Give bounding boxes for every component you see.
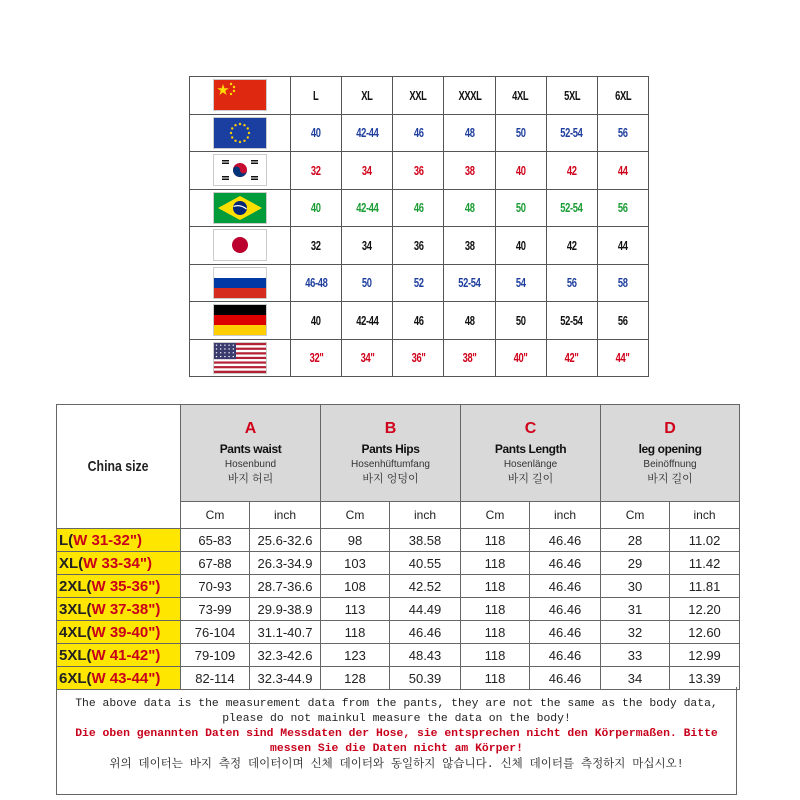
column-header-hips: B Pants Hips Hosenhüftumfang 바지 엉덩이 [321, 405, 461, 502]
measurement-cell: 11.02 [670, 529, 740, 552]
eu-flag-icon [190, 114, 291, 152]
measurement-cell: 34 [601, 667, 670, 690]
measurement-cell: 46.46 [530, 552, 601, 575]
measurement-table [56, 404, 740, 690]
measurement-cell: 12.60 [670, 621, 740, 644]
measurement-cell: 40.55 [390, 552, 461, 575]
conversion-cell: 38 [444, 152, 495, 190]
measurement-cell: 30 [601, 575, 670, 598]
unit-header: Cm [181, 502, 250, 529]
conversion-cell: 42-44 [342, 302, 393, 340]
table-row [57, 575, 740, 598]
measurement-cell: 118 [321, 621, 390, 644]
measurement-cell: 42.52 [390, 575, 461, 598]
measurement-cell: 98 [321, 529, 390, 552]
table-row [57, 644, 740, 667]
usa-flag-icon [190, 339, 291, 377]
measurement-cell: 38.58 [390, 529, 461, 552]
measurement-cell: 118 [461, 529, 530, 552]
measurement-cell: 82-114 [181, 667, 250, 690]
conversion-cell: 48 [444, 189, 495, 227]
measurement-cell: 32.3-44.9 [250, 667, 321, 690]
china-size-header: China size [57, 405, 181, 529]
conversion-cell: 36 [393, 152, 444, 190]
conversion-cell: 42 [546, 152, 597, 190]
conversion-cell: 44" [597, 339, 648, 377]
measurement-cell: 13.39 [670, 667, 740, 690]
measurement-cell: 108 [321, 575, 390, 598]
measurement-cell: 70-93 [181, 575, 250, 598]
conversion-cell: 42" [546, 339, 597, 377]
size-label: 4XL(W 39-40") [57, 621, 181, 644]
measurement-cell: 46.46 [530, 575, 601, 598]
conversion-row [190, 264, 649, 302]
conversion-cell: 48 [444, 114, 495, 152]
size-label: 5XL(W 41-42") [57, 644, 181, 667]
size-label: L(W 31-32") [57, 529, 181, 552]
measurement-cell: 73-99 [181, 598, 250, 621]
note-korean: 위의 데이터는 바지 측정 데이터이며 신체 데이터와 동일하지 않습니다. 신체 데이터를 측정하지 마십시오! [109, 758, 684, 771]
size-label: 6XL(W 43-44") [57, 667, 181, 690]
conversion-cell: 40 [291, 114, 342, 152]
conversion-size-header: 6XL [597, 77, 648, 115]
measurement-cell: 33 [601, 644, 670, 667]
measurement-cell: 65-83 [181, 529, 250, 552]
measurement-cell: 46.46 [530, 529, 601, 552]
conversion-cell: 44 [597, 227, 648, 265]
conversion-cell: 40 [291, 302, 342, 340]
conversion-cell: 52-54 [546, 302, 597, 340]
measurement-cell: 29 [601, 552, 670, 575]
conversion-cell: 42-44 [342, 114, 393, 152]
measurement-cell: 67-88 [181, 552, 250, 575]
conversion-cell: 46 [393, 189, 444, 227]
conversion-cell: 58 [597, 264, 648, 302]
measurement-cell: 48.43 [390, 644, 461, 667]
measurement-cell: 46.46 [530, 644, 601, 667]
conversion-size-header: 4XL [495, 77, 546, 115]
size-label: 3XL(W 37-38") [57, 598, 181, 621]
conversion-size-header: 5XL [546, 77, 597, 115]
unit-header: Cm [321, 502, 390, 529]
measurement-cell: 118 [461, 621, 530, 644]
measurement-cell: 26.3-34.9 [250, 552, 321, 575]
size-conversion-table [189, 76, 649, 377]
conversion-row [190, 114, 649, 152]
conversion-cell: 46 [393, 302, 444, 340]
measurement-cell: 28.7-36.6 [250, 575, 321, 598]
conversion-cell: 32" [291, 339, 342, 377]
size-label: XL(W 33-34") [57, 552, 181, 575]
conversion-cell: 52-54 [444, 264, 495, 302]
conversion-cell: 38 [444, 227, 495, 265]
conversion-cell: 56 [597, 114, 648, 152]
unit-header: inch [670, 502, 740, 529]
conversion-cell: 52 [393, 264, 444, 302]
conversion-row [190, 189, 649, 227]
conversion-cell: 38" [444, 339, 495, 377]
measurement-cell: 50.39 [390, 667, 461, 690]
measurement-cell: 44.49 [390, 598, 461, 621]
measurement-cell: 32.3-42.6 [250, 644, 321, 667]
measurement-cell: 31 [601, 598, 670, 621]
unit-header: inch [530, 502, 601, 529]
measurement-cell: 46.46 [390, 621, 461, 644]
measurement-cell: 79-109 [181, 644, 250, 667]
conversion-cell: 50 [342, 264, 393, 302]
conversion-cell: 56 [597, 189, 648, 227]
conversion-size-header: XXXL [444, 77, 495, 115]
column-header-leg-opening: D leg opening Beinöffnung 바지 길이 [601, 405, 740, 502]
unit-header: Cm [601, 502, 670, 529]
conversion-cell: 56 [546, 264, 597, 302]
measurement-cell: 29.9-38.9 [250, 598, 321, 621]
conversion-cell: 50 [495, 302, 546, 340]
japan-flag-icon [190, 227, 291, 265]
unit-header: inch [390, 502, 461, 529]
conversion-cell: 34 [342, 227, 393, 265]
conversion-cell: 56 [597, 302, 648, 340]
measurement-cell: 11.42 [670, 552, 740, 575]
conversion-cell: 46-48 [291, 264, 342, 302]
china-flag-icon [190, 77, 291, 115]
conversion-cell: 34 [342, 152, 393, 190]
table-row [57, 529, 740, 552]
table-row [57, 552, 740, 575]
conversion-size-header: XL [342, 77, 393, 115]
measurement-cell: 46.46 [530, 621, 601, 644]
conversion-cell: 40 [495, 152, 546, 190]
measurement-cell: 28 [601, 529, 670, 552]
conversion-cell: 34" [342, 339, 393, 377]
measurement-notes [56, 687, 737, 795]
conversion-cell: 42-44 [342, 189, 393, 227]
unit-header: inch [250, 502, 321, 529]
measurement-cell: 32 [601, 621, 670, 644]
conversion-row [190, 227, 649, 265]
russia-flag-icon [190, 264, 291, 302]
measurement-cell: 118 [461, 667, 530, 690]
south-korea-flag-icon [190, 152, 291, 190]
size-label: 2XL(W 35-36") [57, 575, 181, 598]
conversion-cell: 46 [393, 114, 444, 152]
conversion-row [190, 339, 649, 377]
conversion-cell: 52-54 [546, 114, 597, 152]
unit-header: Cm [461, 502, 530, 529]
measurement-cell: 128 [321, 667, 390, 690]
conversion-cell: 40 [291, 189, 342, 227]
conversion-cell: 50 [495, 189, 546, 227]
conversion-row [190, 302, 649, 340]
measurement-cell: 12.99 [670, 644, 740, 667]
conversion-size-header: L [291, 77, 342, 115]
measurement-cell: 46.46 [530, 598, 601, 621]
conversion-size-header: XXL [393, 77, 444, 115]
measurement-cell: 118 [461, 644, 530, 667]
measurement-cell: 118 [461, 575, 530, 598]
measurement-cell: 76-104 [181, 621, 250, 644]
conversion-cell: 44 [597, 152, 648, 190]
conversion-header-row [190, 77, 649, 115]
measurement-cell: 11.81 [670, 575, 740, 598]
measurement-cell: 123 [321, 644, 390, 667]
note-german: Die oben genannten Daten sind Messdaten der Hose, sie entsprechen nicht den Körpermaßen. Bitte messen Sie die Daten nicht am Körper! [75, 728, 718, 755]
conversion-row [190, 152, 649, 190]
measurement-cell: 103 [321, 552, 390, 575]
conversion-cell: 54 [495, 264, 546, 302]
conversion-cell: 32 [291, 152, 342, 190]
column-header-waist: A Pants waist Hosenbund 바지 허리 [181, 405, 321, 502]
measurement-cell: 31.1-40.7 [250, 621, 321, 644]
germany-flag-icon [190, 302, 291, 340]
note-english: The above data is the measurement data from the pants, they are not the same as the body data, please do not mainkul measure the data on the body! [75, 698, 718, 725]
measurement-cell: 46.46 [530, 667, 601, 690]
conversion-cell: 48 [444, 302, 495, 340]
conversion-cell: 36 [393, 227, 444, 265]
measurement-cell: 12.20 [670, 598, 740, 621]
brazil-flag-icon [190, 189, 291, 227]
conversion-cell: 40" [495, 339, 546, 377]
measurement-cell: 25.6-32.6 [250, 529, 321, 552]
conversion-cell: 52-54 [546, 189, 597, 227]
table-row [57, 598, 740, 621]
conversion-cell: 32 [291, 227, 342, 265]
measurement-cell: 118 [461, 552, 530, 575]
conversion-cell: 40 [495, 227, 546, 265]
conversion-cell: 42 [546, 227, 597, 265]
conversion-cell: 50 [495, 114, 546, 152]
column-header-length: C Pants Length Hosenlänge 바지 길이 [461, 405, 601, 502]
table-row [57, 621, 740, 644]
measurement-cell: 113 [321, 598, 390, 621]
conversion-cell: 36" [393, 339, 444, 377]
measurement-cell: 118 [461, 598, 530, 621]
